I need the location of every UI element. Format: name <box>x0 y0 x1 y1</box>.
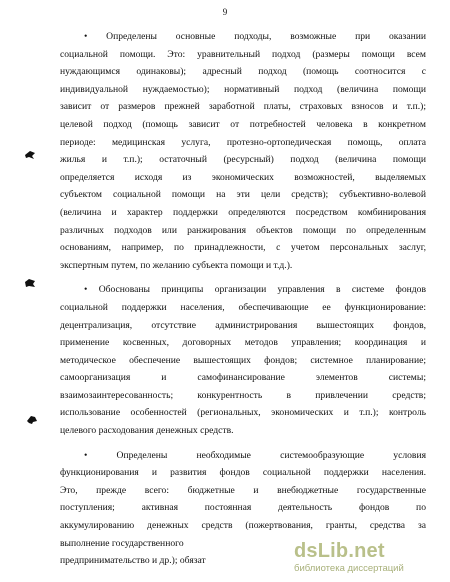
text-line: социальной помощи. Это: уравнительный подход (размеры помощи всем <box>60 48 426 60</box>
text-line: взаимозаинтересованность; конкурентность в привлечении средств; <box>60 389 426 401</box>
text-line: основаниям, например, по принадлежности, с учетом персональных заслуг, <box>60 242 426 254</box>
text-line: • Определены основные подходы, возможные при оказании <box>84 31 426 42</box>
text-line: Это, прежде всего: бюджетные и внебюджетные государственные <box>60 484 426 496</box>
text-line: методическое обеспечение вышестоящих фондов; системное планирование; <box>60 354 426 366</box>
margin-mark <box>24 150 36 160</box>
paragraph-approaches <box>60 28 426 274</box>
text-line: предпринимательство и др.); обязат <box>60 555 206 567</box>
dslib-watermark <box>294 536 444 578</box>
text-line: определяется исходя из экономических возможностей, выделяемых <box>60 171 426 183</box>
text-line: нуждающимся одинаковы); адресный подход (помощь соотносится с <box>60 66 426 78</box>
text-line: самоорганизация и самофинансирование элементов системы; <box>60 372 426 384</box>
margin-mark <box>24 278 36 288</box>
text-line: (величина и характер поддержки определяются посредством комбинирования <box>60 206 426 218</box>
text-line: аккумулированию денежных средств (пожертвования, гранты, средства за <box>60 520 426 532</box>
text-line: • Обоснованы принципы организации управления в системе фондов <box>84 284 426 296</box>
text-line: различных подходов или ранжирования объектов помощи по определенным <box>60 224 426 236</box>
text-line: периоде: медицинская услуга, протезно-ортопедическая помощь, оплата <box>60 136 426 148</box>
document-body <box>60 28 426 570</box>
text-line: жилья и т.п.); остаточный (ресурсный) подход (величина помощи <box>60 154 426 166</box>
paragraph-principles <box>60 281 426 439</box>
text-line: субъектом социальной помощи на эти цели средств); субъективно-волевой <box>60 189 426 201</box>
text-line: использование особенностей (региональных, экономических и т.п.); контроль <box>60 407 426 419</box>
text-line: целевой подход (помощь зависит от потребностей человека в конкретном <box>60 118 426 130</box>
text-line: экспертным путем, по желанию субъекта помощи и т.д.). <box>60 259 293 271</box>
text-line: применение косвенных, договорных методов управления; координация и <box>60 337 426 349</box>
text-line: функционирования и развития фондов социальной поддержки населения. <box>60 467 426 479</box>
watermark-logo: dsLib.net <box>294 540 385 562</box>
text-line: целевого расходования денежных средств. <box>60 425 234 437</box>
margin-mark <box>26 415 38 425</box>
watermark-subtitle: библиотека диссертаций <box>294 563 404 574</box>
text-line: выполнение государственного <box>60 537 184 549</box>
text-line: индивидуальной нуждаемостью); нормативный подход (величина помощи <box>60 83 426 95</box>
text-line: социальной поддержки населения, обеспечивающие ее функционирование: <box>60 301 426 313</box>
text-line: поступления; активная постоянная деятельность фондов по <box>60 502 426 514</box>
page-number: 9 <box>222 7 228 17</box>
text-line: децентрализация, отсутствие администрирования вышестоящих фондов, <box>60 319 426 331</box>
text-line: • Определены необходимые системообразующие условия <box>84 449 426 461</box>
text-line: зависит от размеров прежней заработной платы, страховых взносов и т.п.); <box>60 101 426 113</box>
